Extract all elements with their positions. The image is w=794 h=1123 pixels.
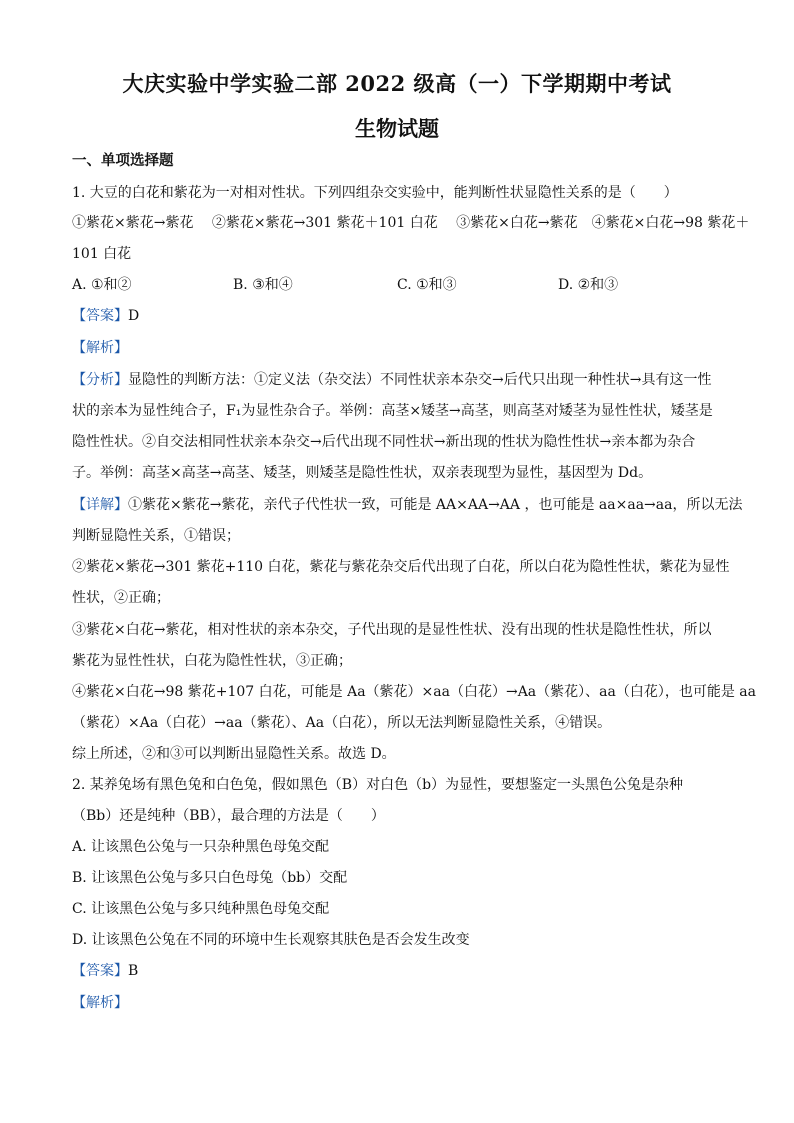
q1-items: ①紫花×紫花→紫花 ②紫花×紫花→301 紫花＋101 白花 ③紫花×白花→紫花 ④紫花×白花→98 紫花＋ [72, 215, 750, 231]
q1-stem: 1. 大豆的白花和紫花为一对相对性状。下列四组杂交实验中，能判断性状显隐性关系的是（ ） [72, 185, 678, 201]
q1-option-b: B. ③和④ [233, 277, 293, 293]
q1-fenxi-line: 隐性性状。②自交法相同性状亲本杂交→后代出现不同性状→新出现的性状为隐性性状→亲本都为杂合 [72, 434, 696, 450]
fenxi-tag: 【分析】 [72, 372, 128, 388]
q2-option-a: A. 让该黑色公兔与一只杂种黑色母兔交配 [72, 839, 330, 855]
q2-stem-cont: （Bb）还是纯种（BB），最合理的方法是（ ） [72, 808, 385, 824]
fenxi-text: 显隐性的判断方法：①定义法（杂交法）不同性状亲本杂交→后代只出现一种性状→具有这一性 [128, 372, 712, 388]
q2-option-c: C. 让该黑色公兔与多只纯种黑色母兔交配 [72, 901, 330, 917]
answer-tag: 【答案】 [72, 308, 128, 324]
q1-answer [72, 306, 722, 326]
q1-fenxi-line: 状的亲本为显性纯合子，F₁为显性杂合子。举例：高茎×矮茎→高茎，则高茎对矮茎为显性性状，矮茎是 [72, 403, 713, 419]
analysis-tag: 【解析】 [72, 995, 128, 1011]
answer-tag: 【答案】 [72, 963, 128, 979]
analysis-tag: 【解析】 [72, 340, 128, 356]
answer-value: B [128, 963, 139, 979]
q1-xiangjie-line: 判断显隐性关系，①错误； [72, 528, 240, 544]
q1-xiangjie-line: 紫花为显性性状，白花为隐性性状，③正确； [72, 653, 352, 669]
xiangjie-text: ①紫花×紫花→紫花，亲代子代性状一致，可能是 AA×AA→AA ，也可能是 aa×aa→aa，所以无法 [128, 497, 743, 513]
q1-xiangjie-line: ④紫花×白花→98 紫花+107 白花，可能是 Aa（紫花）×aa（白花）→Aa（紫花）、aa（白花），也可能是 aa [72, 684, 756, 700]
xiangjie-tag: 【详解】 [72, 497, 128, 513]
q1-fenxi-line [72, 370, 722, 390]
q2-answer [72, 961, 722, 981]
page-title: 大庆实验中学实验二部 2022 级高（一）下学期期中考试 [122, 71, 672, 96]
page-subtitle: 生物试题 [355, 116, 439, 141]
q1-option-d: D. ②和③ [558, 277, 619, 293]
q1-option-a: A. ①和② [72, 277, 132, 293]
q1-fenxi-line: 子。举例：高茎×高茎→高茎、矮茎，则矮茎是隐性性状，双亲表现型为显性，基因型为 Dd。 [72, 465, 653, 481]
q1-option-c: C. ①和③ [397, 277, 457, 293]
q1-items-cont: 101 白花 [72, 246, 132, 262]
q1-xiangjie-line: ③紫花×白花→紫花，相对性状的亲本杂交，子代出现的是显性性状、没有出现的性状是隐性性状，所以 [72, 622, 712, 638]
q1-xiangjie-line [72, 495, 743, 515]
q1-summary: 综上所述，②和③可以判断出显隐性关系。故选 D。 [72, 746, 396, 762]
q1-xiangjie-line: （紫花）×Aa（白花）→aa（紫花）、Aa（白花），所以无法判断显隐性关系，④错误。 [72, 715, 612, 731]
q1-analysis-heading [72, 338, 722, 358]
q2-analysis-heading [72, 993, 722, 1013]
q2-stem: 2. 某养兔场有黑色兔和白色兔，假如黑色（B）对白色（b）为显性，要想鉴定一头黑色公兔是杂种 [72, 777, 684, 793]
q2-option-b: B. 让该黑色公兔与多只白色母兔（bb）交配 [72, 870, 348, 886]
q1-xiangjie-line: 性状，②正确； [72, 590, 170, 606]
answer-value: D [128, 308, 140, 324]
section-heading: 一、单项选择题 [72, 152, 174, 169]
q1-xiangjie-line: ②紫花×紫花→301 紫花+110 白花，紫花与紫花杂交后代出现了白花，所以白花为隐性性状，紫花为显性 [72, 559, 730, 575]
q2-option-d: D. 让该黑色公兔在不同的环境中生长观察其肤色是否会发生改变 [72, 932, 470, 948]
